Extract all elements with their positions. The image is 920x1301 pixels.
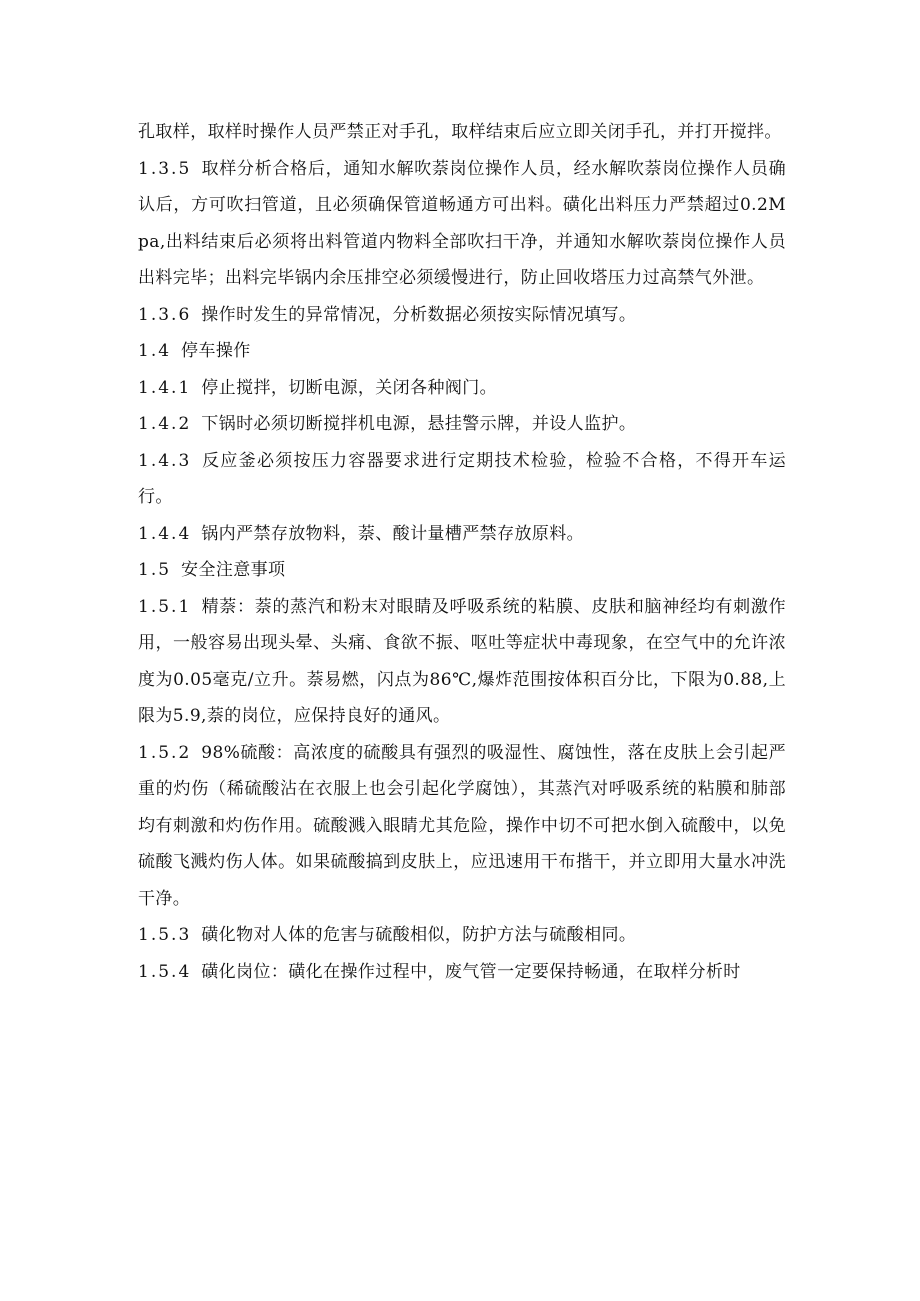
section-number: 1.4.1 bbox=[138, 377, 192, 398]
document-page bbox=[138, 114, 786, 990]
section-number: 1.4.2 bbox=[138, 414, 192, 434]
section-number: 1.4.4 bbox=[138, 523, 192, 544]
section-number: 1.5.1 bbox=[138, 596, 192, 617]
paragraph: 1.5.2 98%硫酸：高浓度的硫酸具有强烈的吸湿性、腐蚀性，落在皮肤上会引起严重的灼伤（稀硫酸沾在衣服上也会引起化学腐蚀），其蒸汽对呼吸系统的粘膜和肺部均有刺激和灼伤作用。硫酸溅入眼睛尤其危险，操作中切不可把水倒入硫酸中，以免硫酸飞溅灼伤人体。如果硫酸搞到皮肤上，应迅速用干布揩干，并立即用大量水冲洗干净。 bbox=[138, 735, 786, 918]
section-heading: 1.5 安全注意事项 bbox=[138, 552, 786, 589]
paragraph: 1.3.5 取样分析合格后，通知水解吹萘岗位操作人员，经水解吹萘岗位操作人员确认后，方可吹扫管道，且必须确保管道畅通方可出料。磺化出料压力严禁超过0.2Mpa,出料结束后必须将出料管道内物料全部吹扫干净，并通知水解吹萘岗位操作人员出料完毕；出料完毕锅内余压排空必须缓慢进行，防止回收塔压力过高禁气外泄。 bbox=[138, 151, 786, 297]
section-number: 1.5.3 bbox=[138, 925, 192, 945]
paragraph: 1.5.3 磺化物对人体的危害与硫酸相似，防护方法与硫酸相同。 bbox=[138, 917, 786, 954]
paragraph: 1.4.3 反应釜必须按压力容器要求进行定期技术检验，检验不合格，不得开车运行。 bbox=[138, 443, 786, 516]
paragraph: 1.4.1 停止搅拌，切断电源，关闭各种阀门。 bbox=[138, 370, 786, 407]
paragraph: 1.4.4 锅内严禁存放物料，萘、酸计量槽严禁存放原料。 bbox=[138, 516, 786, 553]
section-number: 1.3.5 bbox=[138, 158, 192, 179]
paragraph: 1.5.1 精萘：萘的蒸汽和粉末对眼睛及呼吸系统的粘膜、皮肤和脑神经均有刺激作用，一般容易出现头晕、头痛、食欲不振、呕吐等症状中毒现象，在空气中的允许浓度为0.05毫克/立升。萘易燃，闪点为86℃,爆炸范围按体积百分比，下限为0.88,上限为5.9,萘的岗位，应保持良好的通风。 bbox=[138, 589, 786, 735]
section-number: 1.4.3 bbox=[138, 450, 192, 471]
section-number: 1.5 bbox=[138, 560, 172, 580]
paragraph: 1.3.6 操作时发生的异常情况，分析数据必须按实际情况填写。 bbox=[138, 297, 786, 334]
paragraph: 1.5.4 磺化岗位：磺化在操作过程中，废气管一定要保持畅通，在取样分析时 bbox=[138, 954, 786, 991]
paragraph: 1.4.2 下锅时必须切断搅拌机电源，悬挂警示牌，并设人监护。 bbox=[138, 406, 786, 443]
section-number: 1.5.4 bbox=[138, 961, 192, 982]
section-heading: 1.4 停车操作 bbox=[138, 333, 786, 370]
section-number: 1.4 bbox=[138, 341, 172, 361]
section-number: 1.5.2 bbox=[138, 742, 192, 763]
paragraph: 孔取样，取样时操作人员严禁正对手孔，取样结束后应立即关闭手孔，并打开搅拌。 bbox=[138, 122, 782, 142]
section-number: 1.3.6 bbox=[138, 304, 192, 325]
